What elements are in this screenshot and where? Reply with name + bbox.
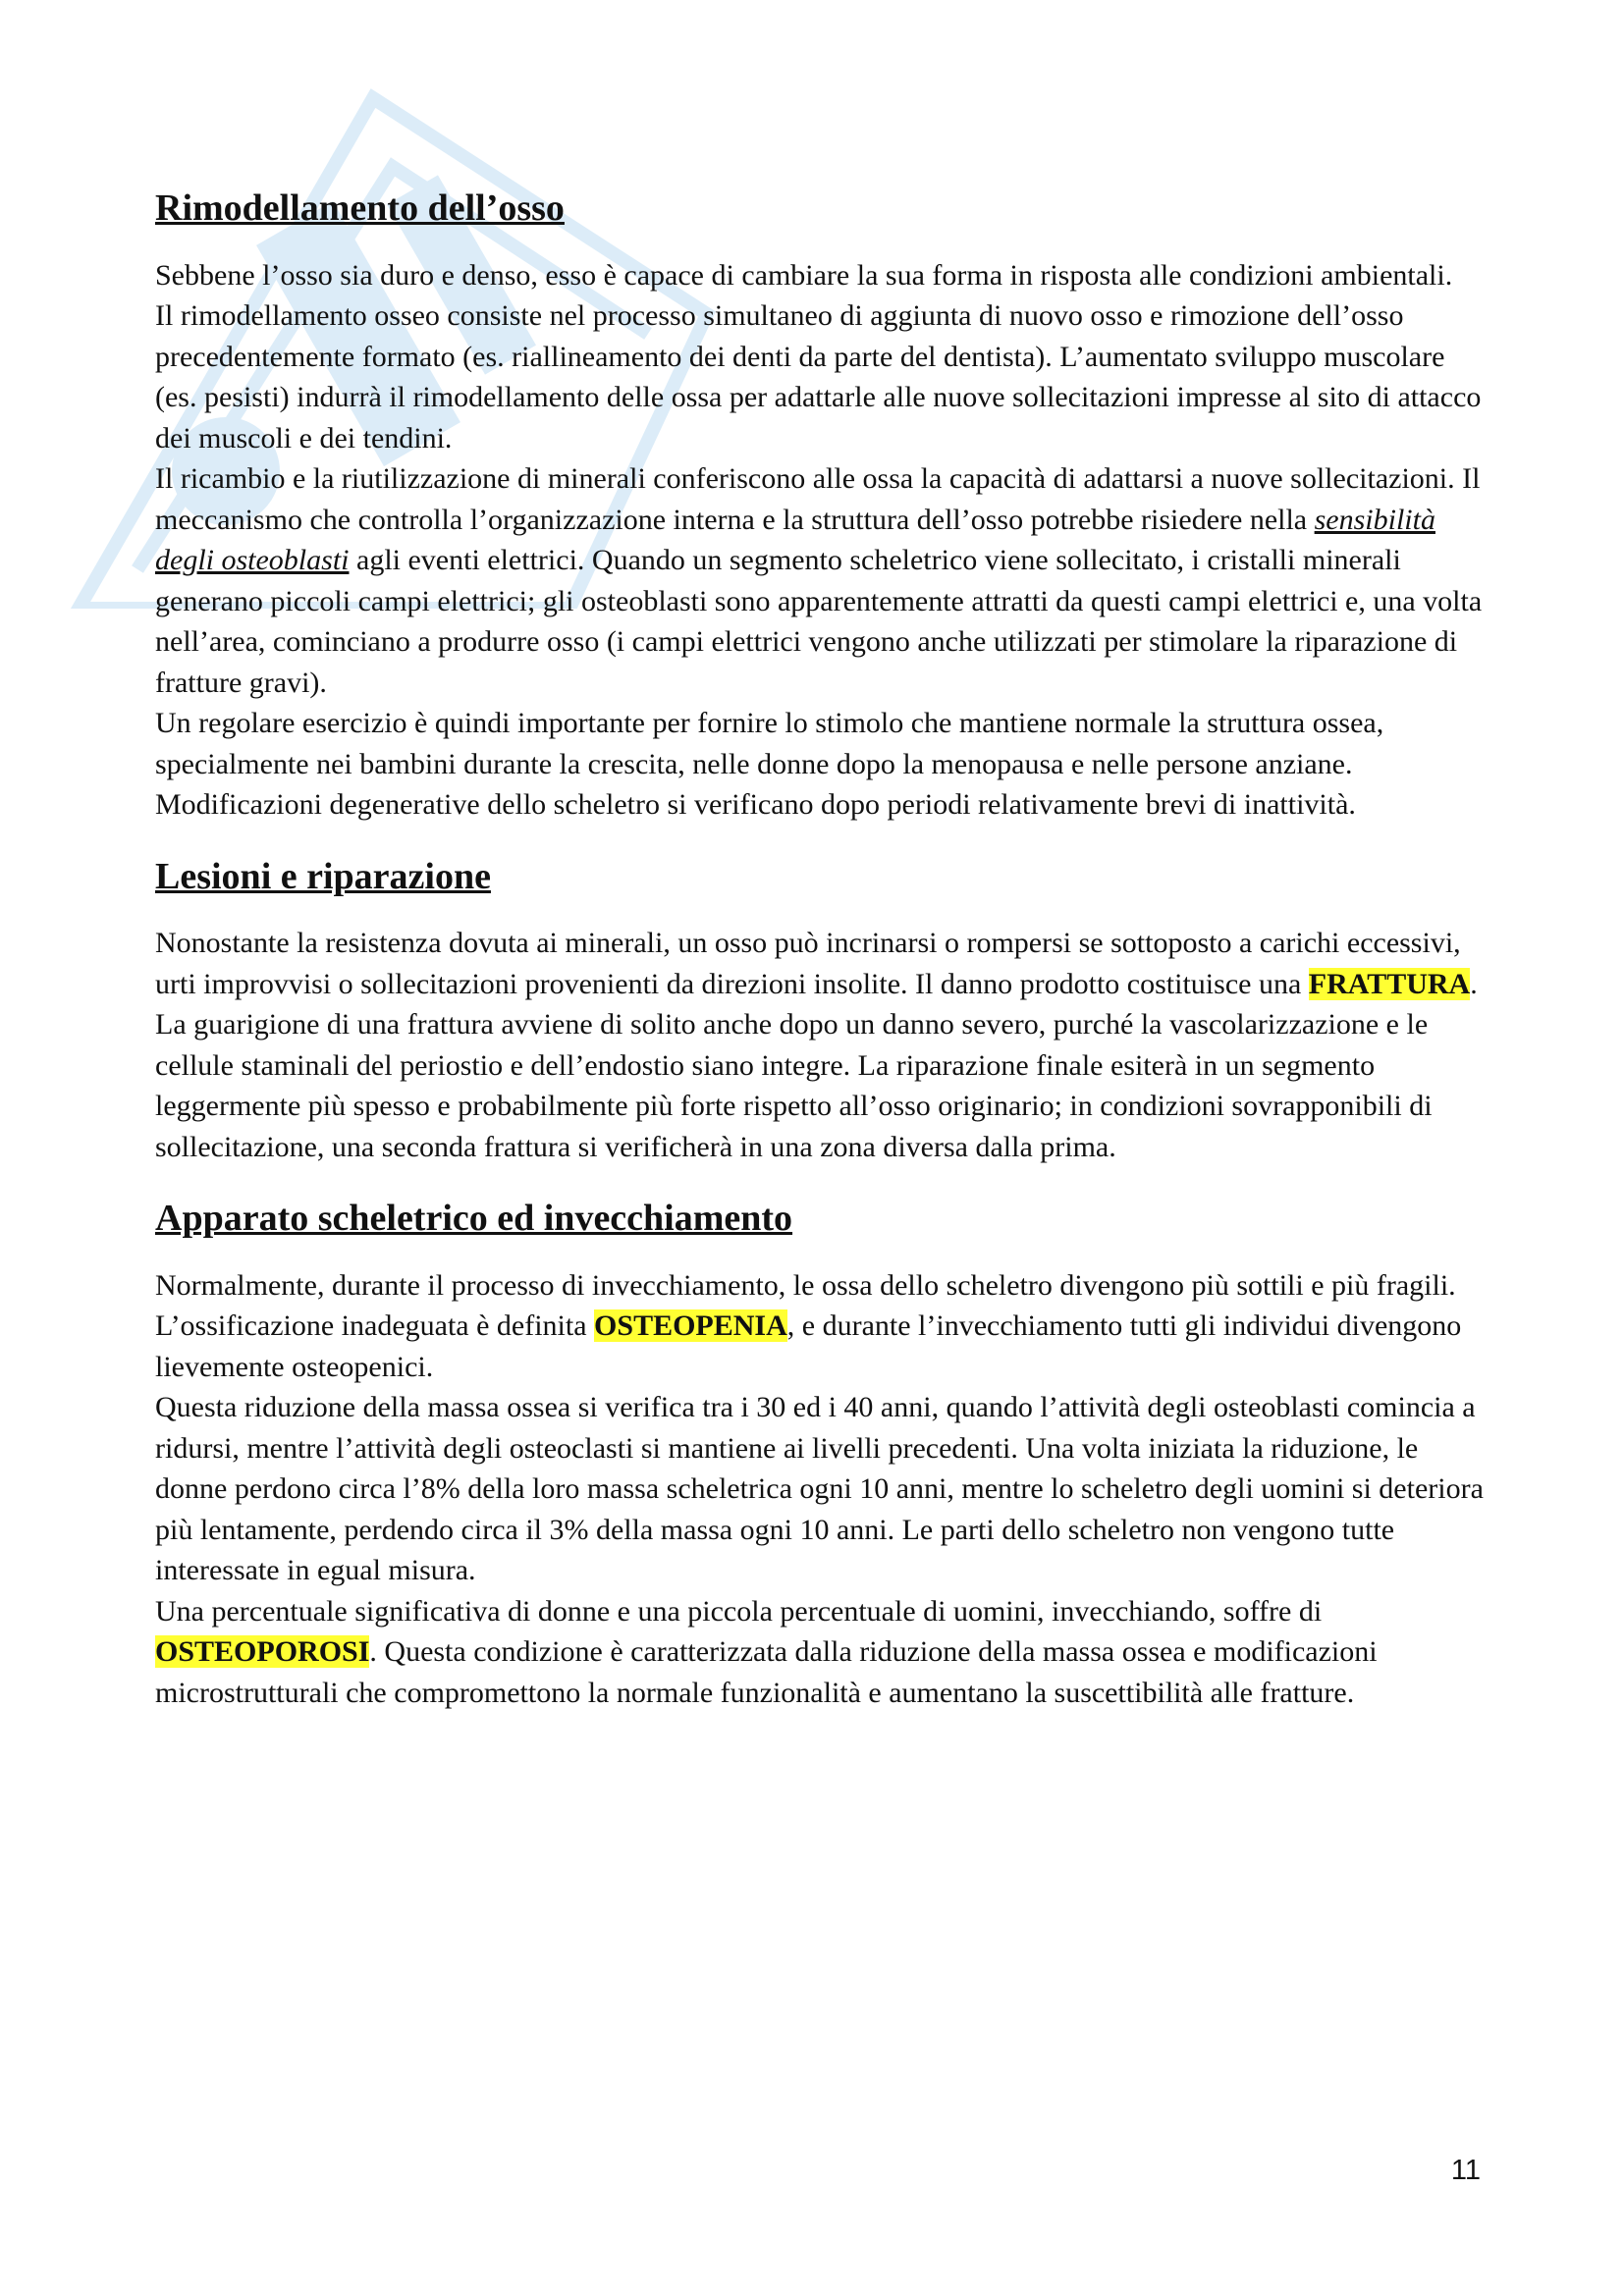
paragraph: Sebbene l’osso sia duro e denso, esso è capace di cambiare la sua forma in risposta alle condizioni ambientali. [155,258,1453,292]
highlighted-term: OSTEOPOROSI [155,1635,370,1669]
document-body [155,187,1490,1742]
section-title: Apparato scheletrico ed invecchiamento [155,1198,793,1240]
text-run: Nonostante la resistenza dovuta ai minerali, un osso può incrinarsi o rompersi se sottoposto a carichi eccessivi, urti improvvisi o sollecitazioni provenienti da direzioni insolite. Il danno prodotto costituisce una [155,927,1461,1000]
highlighted-term: OSTEOPENIA [594,1309,787,1343]
text-run: agli eventi elettrici. Quando un segmento scheletrico viene sollecitato, i cristalli minerali generano piccoli campi elettrici; gli osteoblasti sono apparentemente attratti da questi campi elettrici e, una volta nell’area, cominciano a produrre osso (i campi elettrici vengono anche utilizzati per stimolare la riparazione di fratture gravi). [155,544,1483,699]
paragraph: Questa riduzione della massa ossea si verifica tra i 30 ed i 40 anni, quando l’attività degli osteoblasti comincia a ridursi, mentre l’attività degli osteoclasti si mantiene ai livelli precedenti. Una volta iniziata la riduzione, le donne perdono circa l’8% della loro massa scheletrica ogni 10 anni, mentre lo scheletro degli uomini si deteriora più lentamente, perdendo circa il 3% della massa ogni 10 anni. Le parti dello scheletro non vengono tutte interessate in egual misura. [155,1391,1484,1587]
paragraph [155,458,1490,703]
paragraph [155,1265,1490,1388]
text-run: Una percentuale significativa di donne e una piccola percentuale di uomini, invecchiando, soffre di [155,1594,1323,1628]
section-rimodellamento [155,187,1490,826]
text-run: Il ricambio e la riutilizzazione di minerali conferiscono alle ossa la capacità di adattarsi a nuove sollecitazioni. Il meccanismo che controlla l’organizzazione interna e la struttura dell’osso potrebbe risiedere nella [155,462,1481,536]
text-run: . Questa condizione è caratterizzata dalla riduzione della massa ossea e modificazioni microstrutturali che compromettono la normale funzionalità e aumentano la suscettibilità alle fratture. [155,1635,1378,1709]
highlighted-term: FRATTURA [1308,967,1471,1000]
emphasized-term: sensibilità degli osteoblasti [155,503,1435,577]
paragraph [155,923,1490,1167]
section-title: Rimodellamento dell’osso [155,187,565,229]
text-run: Normalmente, durante il processo di invecchiamento, le ossa dello scheletro divengono più sottili e più fragili. L’ossificazione inadeguata è definita [155,1268,1456,1343]
text-run: . La guarigione di una frattura avviene di solito anche dopo un danno severo, purché la vascolarizzazione e le cellule staminali del periostio e dell’endostio siano integre. La riparazione finale esiterà in un segmento leggermente più spesso e probabilmente più forte rispetto all’osso originario; in condizioni sovrapponibili di sollecitazione, una seconda frattura si verificherà in una zona diversa dalla prima. [155,967,1478,1163]
page-number: 11 [1450,2155,1481,2186]
section-title: Lesioni e riparazione [155,855,491,897]
section-lesioni [155,855,1490,1168]
paragraph [155,1591,1490,1714]
text-run: , e durante l’invecchiamento tutti gli individui divengono lievemente osteopenici. [155,1309,1462,1383]
paragraph: Un regolare esercizio è quindi importante per fornire lo stimolo che mantiene normale la struttura ossea, specialmente nei bambini durante la crescita, nelle donne dopo la menopausa e nelle persone anziane. Modificazioni degenerative dello scheletro si verificano dopo periodi relativamente brevi di inattività. [155,707,1384,822]
paragraph: Il rimodellamento osseo consiste nel processo simultaneo di aggiunta di nuovo osso e rimozione dell’osso precedentemente formato (es. riallineamento dei denti da parte del dentista). L’aumentato sviluppo muscolare (es. pesisti) indurrà il rimodellamento delle ossa per adattarle alle nuove sollecitazioni impresse al sito di attacco dei muscoli e dei tendini. [155,299,1482,454]
section-invecchiamento [155,1197,1490,1713]
